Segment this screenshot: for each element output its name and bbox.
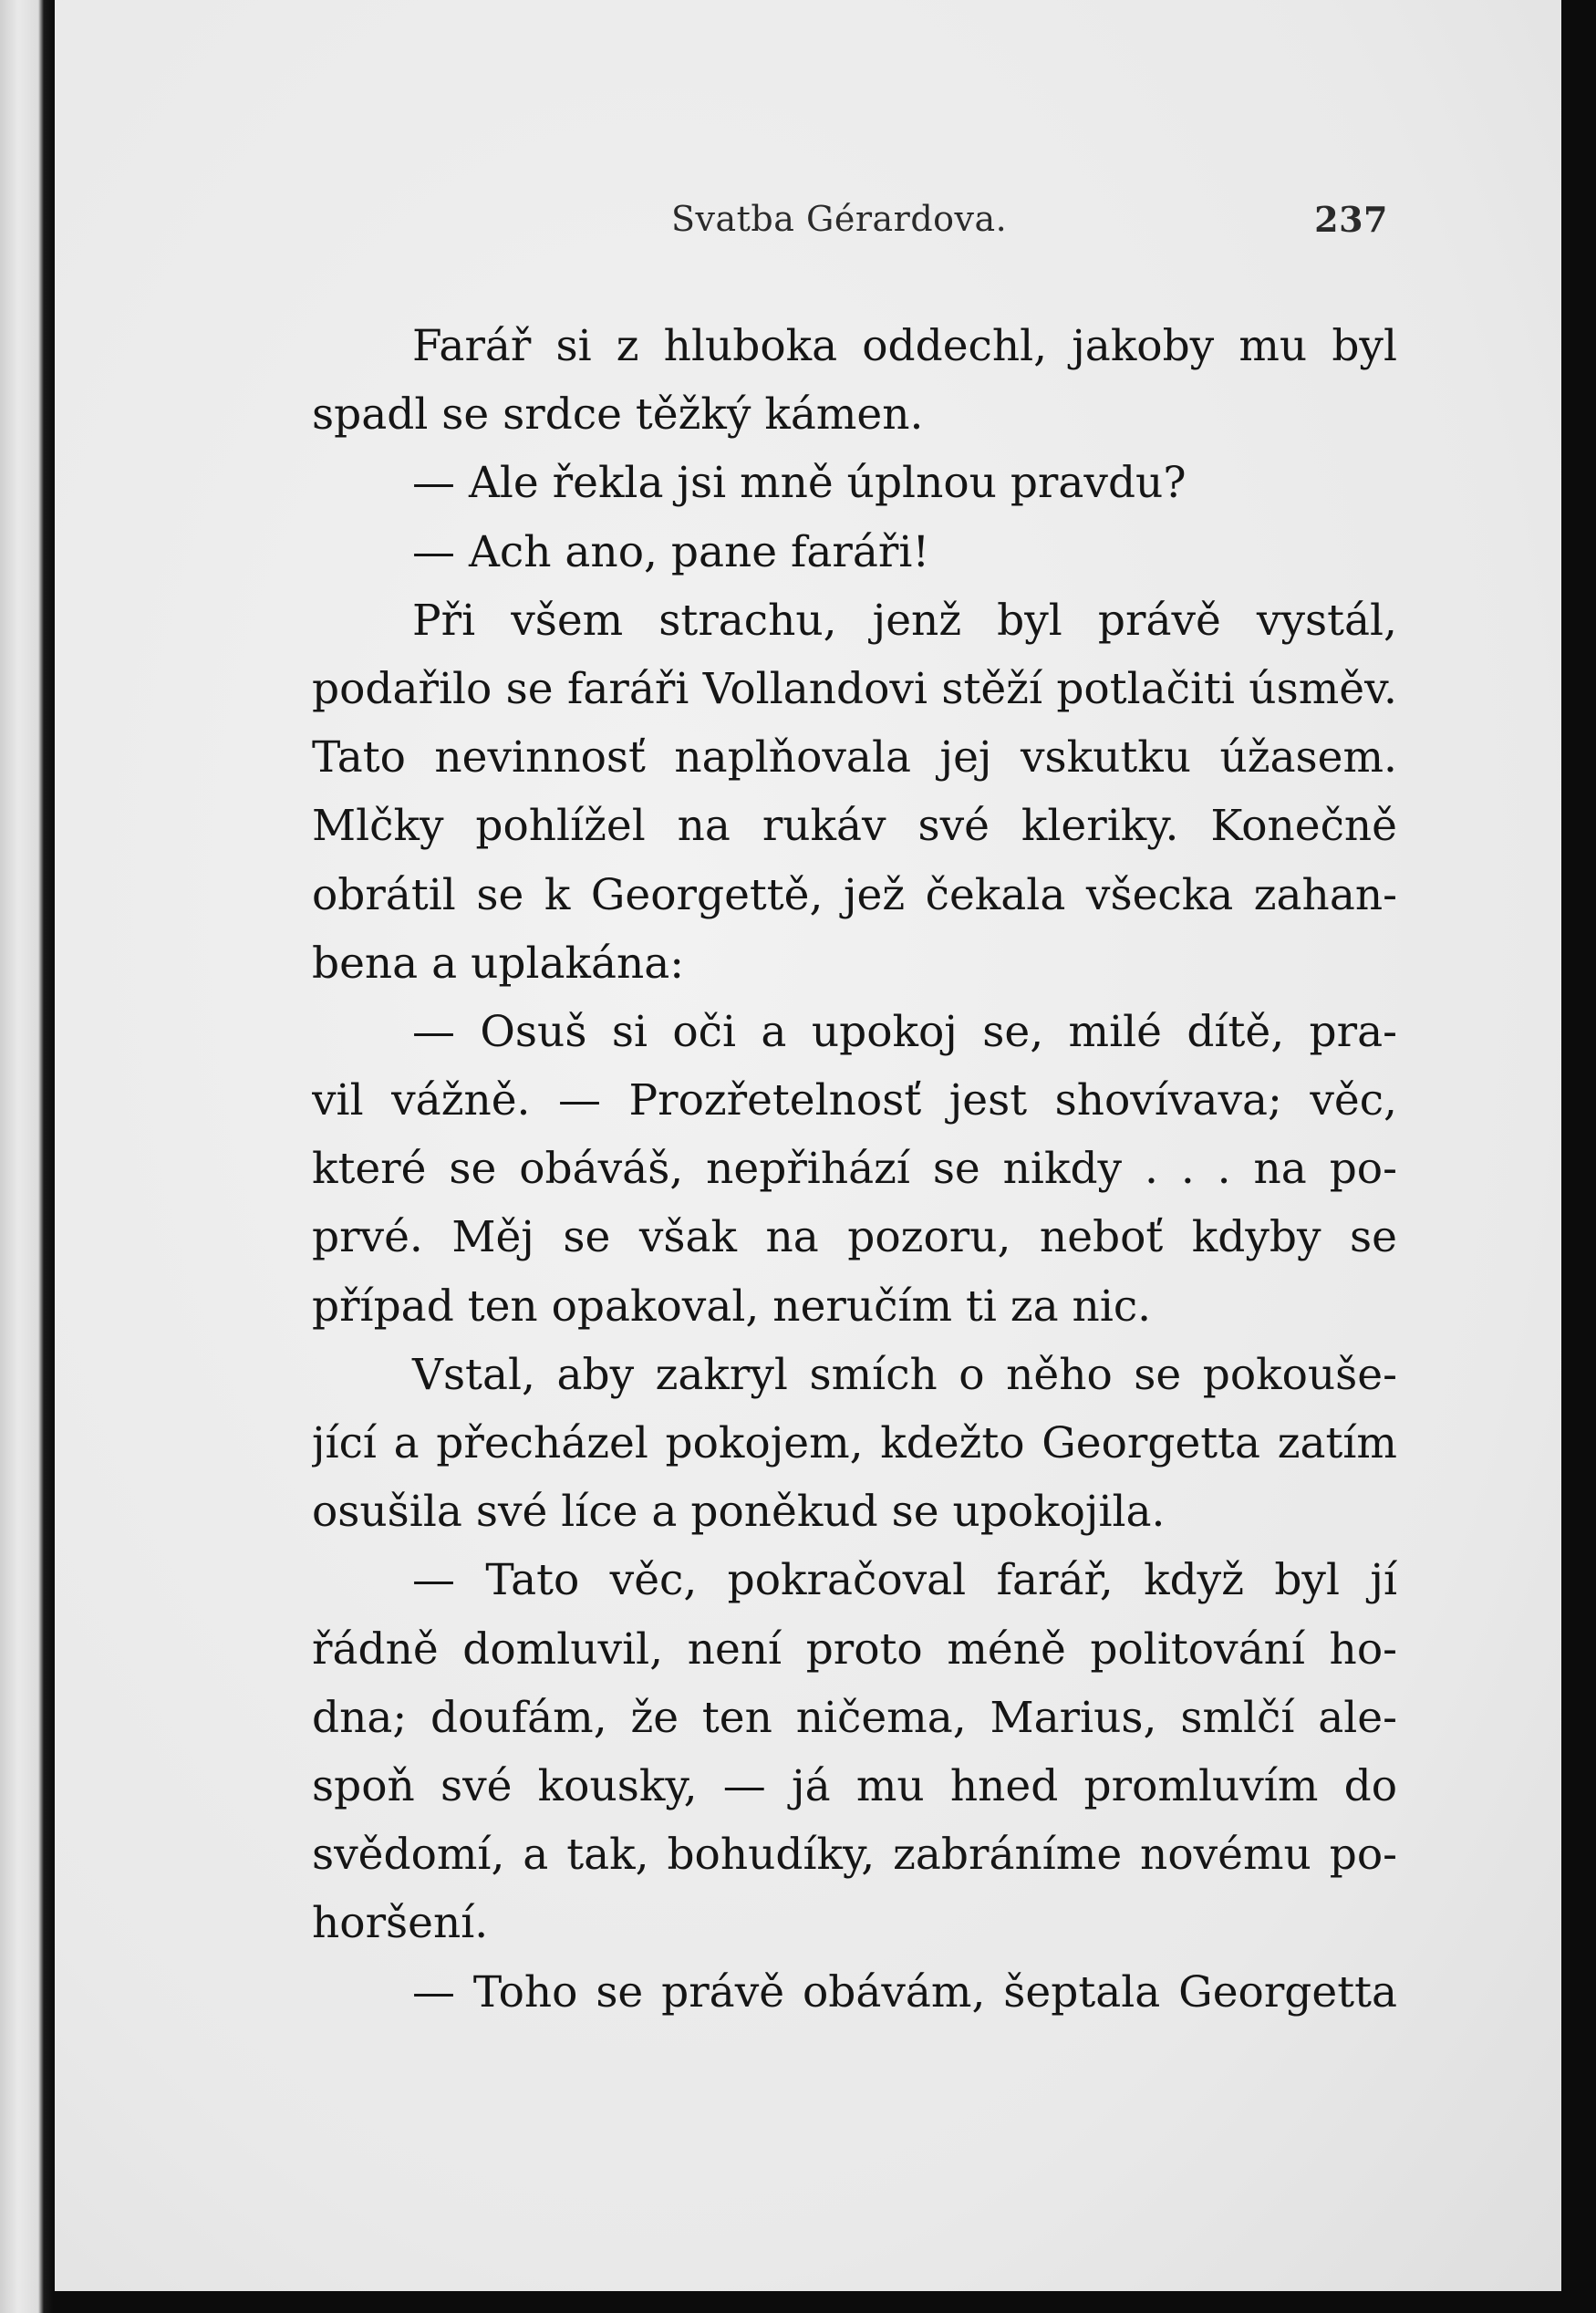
text-line: svědomí, a tak, bohudíky, zabráníme novému po- [312,1830,1397,1881]
text-line: Tato nevinnosť naplňovala jej vskutku úžasem. [312,732,1397,783]
page-number: 237 [1314,199,1388,240]
text-line: bena a uplakána: [312,938,685,989]
text-line: horšení. [312,1898,489,1949]
text-line: vil vážně. — Prozřetelnosť jest shovívava; věc, [312,1075,1397,1126]
text-line: jící a přecházel pokojem, kdežto Georgetta zatím [312,1418,1397,1468]
text-line: spoň své kousky, — já mu hned promluvím do [312,1760,1397,1811]
text-line: řádně domluvil, není proto méně politování ho- [312,1623,1397,1675]
book-spine-edge [0,0,53,2313]
text-line: Mlčky pohlížel na rukáv své kleriky. Konečně [312,801,1397,852]
text-line: — Osuš si oči a upokoj se, milé dítě, pra- [412,1006,1397,1057]
text-line: případ ten opakoval, neručím ti za nic. [312,1281,1152,1332]
text-line: — Ach ano, pane faráři! [412,526,930,577]
text-line: — Toho se právě obávám, šeptala Georgetta [412,1966,1397,2017]
text-line: spadl se srdce těžký kámen. [312,389,924,441]
text-line: dna; doufám, že ten ničema, Marius, smlčí ale- [312,1692,1397,1743]
text-line: — Tato věc, pokračoval farář, když byl jí [412,1555,1397,1606]
text-line: které se obáváš, nepřihází se nikdy . . . na po- [312,1144,1397,1195]
text-line: obrátil se k Georgettě, jež čekala všecka zahan- [312,869,1397,920]
body-text [312,312,1397,2027]
text-line: — Ale řekla jsi mně úplnou pravdu? [412,458,1187,509]
text-line: podařilo se faráři Vollandovi stěží potlačiti úsměv. [312,663,1397,714]
page-header [613,199,1388,250]
text-line: Při všem strachu, jenž byl právě vystál, [412,595,1397,646]
text-line: Farář si z hluboka oddechl, jakoby mu byl [412,321,1397,371]
text-line: Vstal, aby zakryl smích o něho se pokouše- [412,1349,1397,1400]
text-line: osušila své líce a poněkud se upokojila. [312,1487,1166,1538]
running-title: Svatba Gérardova. [671,199,1008,239]
book-page [55,0,1561,2291]
text-line: prvé. Měj se však na pozoru, neboť kdyby se [312,1212,1397,1263]
